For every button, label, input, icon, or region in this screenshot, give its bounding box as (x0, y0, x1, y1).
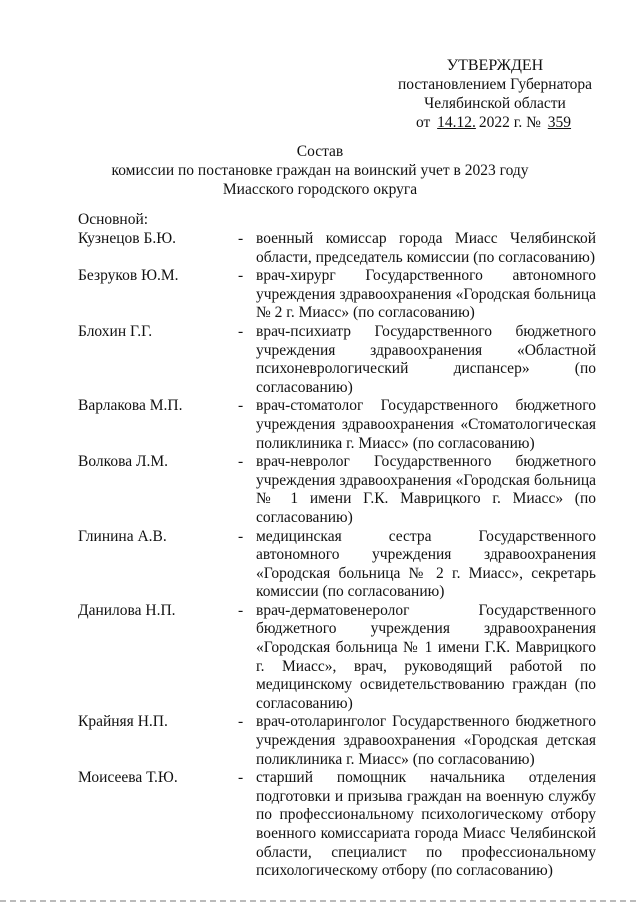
member-dash: - (238, 267, 244, 285)
approval-heading: УТВЕРЖДЕН (446, 57, 544, 74)
scan-edge (0, 900, 640, 902)
member-dash: - (238, 769, 244, 787)
member-dash: - (238, 453, 244, 471)
member-role: медицинская сестра Государственного автономного учреждения здравоохранения «Городская больница № 2 г. Миасс», секретарь комиссии (по согласованию) (256, 527, 596, 601)
list-item (78, 267, 598, 323)
list-item (78, 528, 598, 602)
document-title (100, 142, 540, 199)
member-dash: - (238, 397, 244, 415)
members-list (78, 230, 598, 881)
member-role: врач-психиатр Государственного бюджетного учреждения здравоохранения «Областной психоневрологический диспансер» (по согласованию) (256, 322, 596, 396)
member-name: Блохин Г.Г. (78, 322, 153, 340)
date-year: 2022 г. № (478, 114, 541, 131)
member-role: врач-хирург Государственного автономного учреждения здравоохранения «Городская больница № 2 г. Миасс» (по согласованию) (256, 267, 596, 322)
list-item (78, 713, 598, 769)
section-label: Основной: (78, 211, 149, 228)
member-role: старший помощник начальника отделения подготовки и призыва граждан на военную службу по профессиональному психологическому отбору военного комиссариата города Миасс Челябинской области, специалист по профессиональному психологическому отбору (по согласованию) (256, 769, 596, 880)
date-prefix: от (415, 114, 431, 131)
member-name: Варлакова М.П. (78, 397, 183, 415)
list-item (78, 397, 598, 453)
approval-date-line (380, 113, 610, 132)
member-name: Волкова Л.М. (78, 453, 169, 471)
member-dash: - (238, 527, 244, 545)
member-dash: - (238, 601, 244, 619)
member-dash: - (238, 322, 244, 340)
list-item (78, 453, 598, 527)
decree-number: 359 (547, 114, 572, 131)
title-line-3: Миасского городского округа (222, 181, 418, 198)
member-role: врач-дерматовенеролог Государственного бюджетного учреждения здравоохранения «Городская больница № 1 имени Г.К. Маврицкого г. Миасс», врач, руководящий работой по медицинскому освидетельствованию граждан (по согласованию) (256, 601, 596, 712)
member-dash: - (238, 713, 244, 731)
member-dash: - (238, 230, 244, 247)
member-name: Кузнецов Б.Ю. (78, 230, 177, 247)
member-role: военный комиссар города Миасс Челябинской области, председатель комиссии (по согласованию) (256, 230, 596, 266)
member-role: врач-стоматолог Государственного бюджетного учреждения здравоохранения «Стоматологическая поликлиника г. Миасс» (по согласованию) (256, 397, 596, 452)
title-line-1: Состав (296, 143, 344, 160)
title-line-2: комиссии по постановке граждан на воинский учет в 2023 году (111, 162, 529, 179)
member-name: Безруков Ю.М. (78, 267, 179, 285)
approval-line-2: Челябинской области (424, 95, 566, 112)
list-item (78, 323, 598, 397)
member-name: Данилова Н.П. (78, 601, 176, 619)
member-name: Крайняя Н.П. (78, 713, 168, 731)
list-item (78, 602, 598, 714)
approval-block (380, 56, 610, 132)
approval-line-1: постановлением Губернатора (397, 76, 593, 93)
member-role: врач-отоларинголог Государственного бюджетного учреждения здравоохранения «Городская детская поликлиника г. Миасс» (по согласованию) (256, 713, 596, 768)
member-name: Моисеева Т.Ю. (78, 769, 178, 787)
list-item (78, 230, 598, 267)
member-name: Глинина А.В. (78, 527, 167, 545)
member-role: врач-невролог Государственного бюджетного учреждения здравоохранения «Городская больница № 1 имени Г.К. Маврицкого г. Миасс» (по согласованию) (256, 453, 596, 526)
list-item (78, 769, 598, 881)
date-value: 14.12. (437, 114, 476, 131)
